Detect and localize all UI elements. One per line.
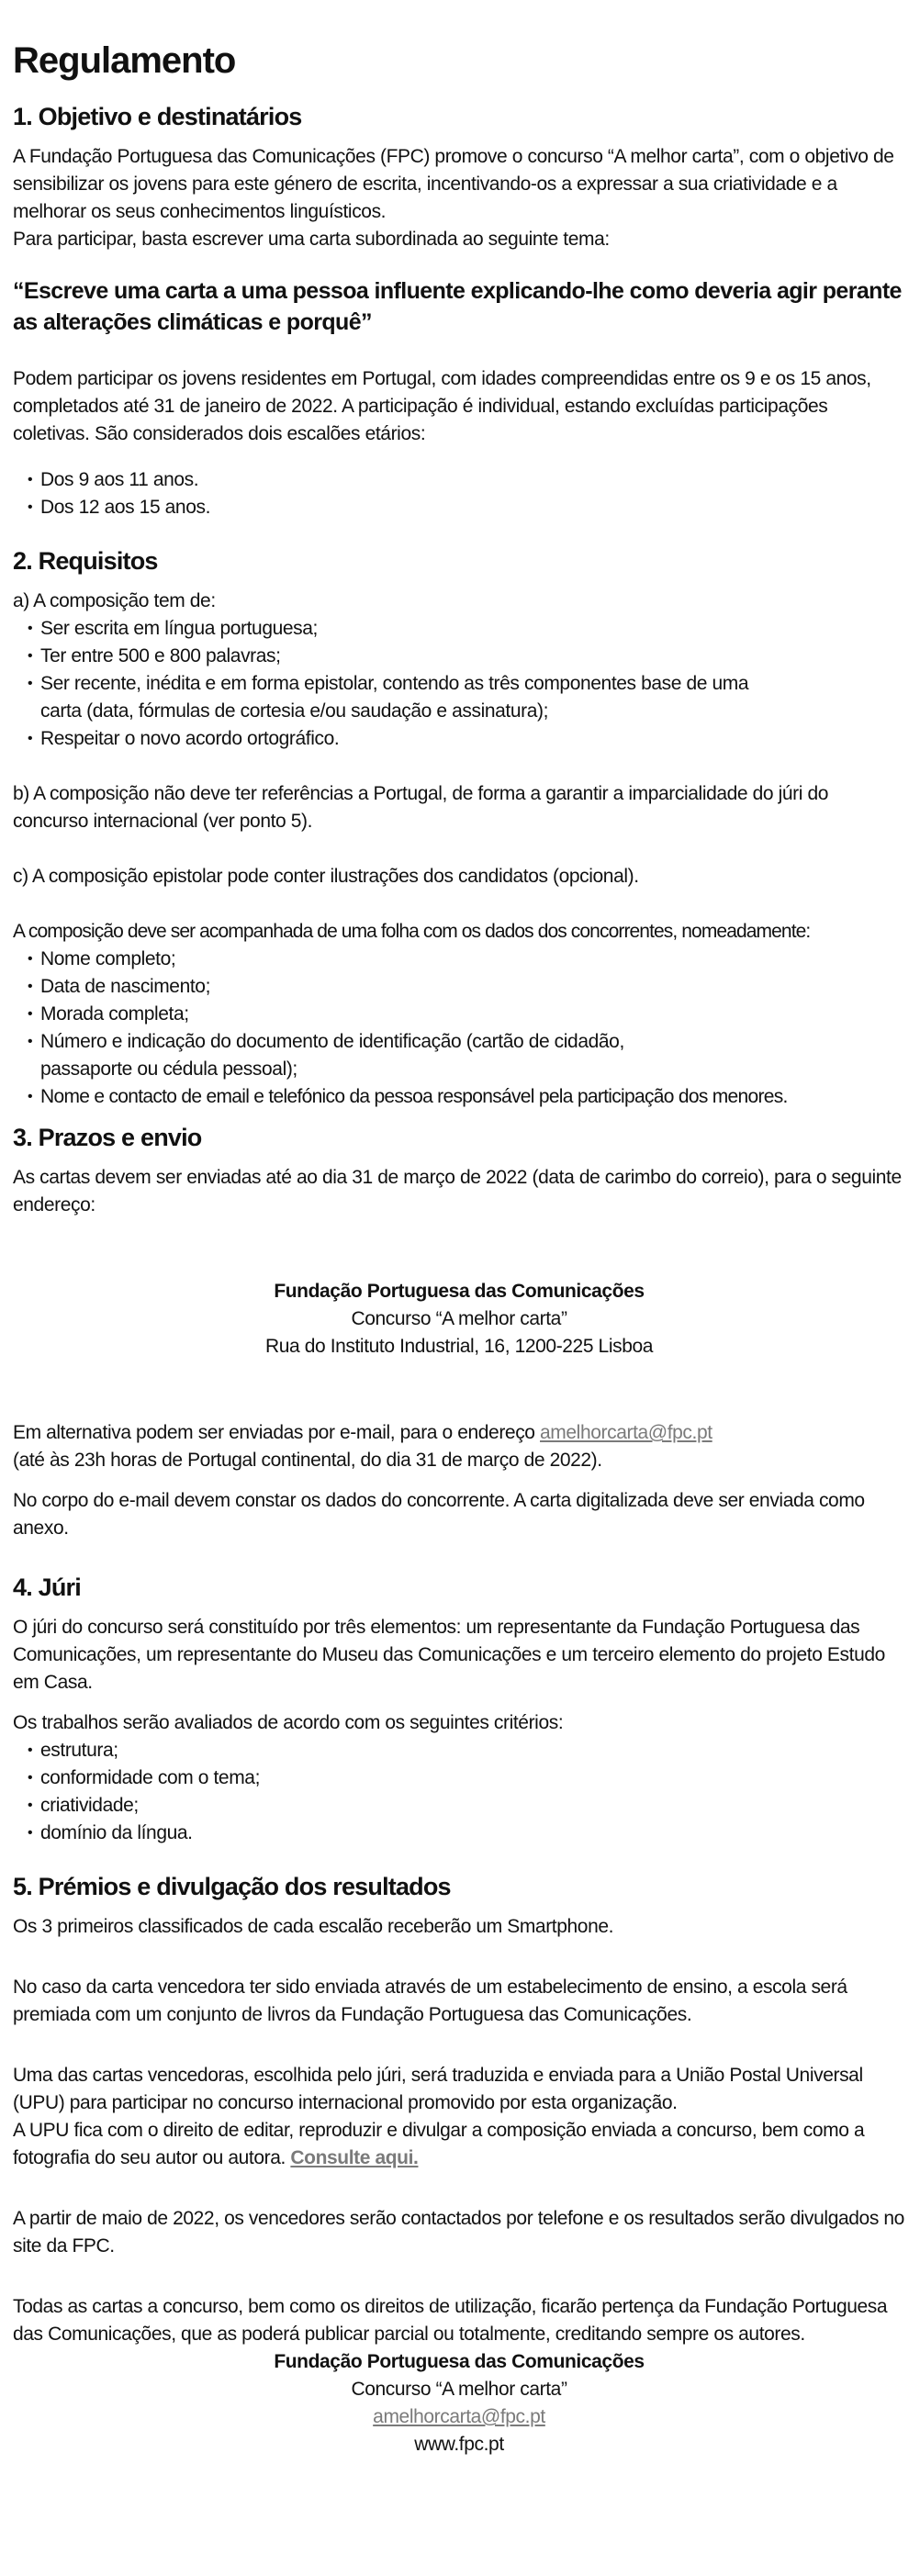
section-1-eligibility: Podem participar os jovens residentes em Portugal, com idades compreendidas entre os 9 e os 15 anos, completados até 31 de janeiro de 2022. A participação é individual, estando excluídas participações coletivas. São considerados dois escalões etários: — [13, 368, 871, 444]
rights-text: Todas as cartas a concurso, bem como os direitos de utilização, ficarão pertença da Fundação Portuguesa das Comunicações, que as poderá publicar parcial ou totalmente, creditando sempre os autores. — [13, 2296, 888, 2345]
footer-contact — [13, 2348, 905, 2458]
upu-text: Uma das cartas vencedoras, escolhida pelo júri, será traduzida e enviada para a União Postal Universal (UPU) para participar no concurso internacional promovido por esta organização. — [13, 2065, 863, 2113]
list-item: • Respeitar o novo acordo ortográfico. — [28, 725, 905, 753]
section-1-intro: A Fundação Portuguesa das Comunicações (FPC) promove o concurso “A melhor carta”, com o objetivo de sensibilizar os jovens para este género de escrita, incentivando-os a expressar a sua criatividade e a melhorar os seus conhecimentos linguísticos. — [13, 146, 894, 222]
address-contest: Concurso “A melhor carta” — [351, 1308, 567, 1329]
list-item: • Data de nascimento; — [28, 973, 905, 1001]
email-deadline: (até às 23h horas de Portugal continental, do dia 31 de março de 2022). — [13, 1450, 602, 1471]
list-item: • Ter entre 500 e 800 palavras; — [28, 643, 905, 670]
school-prize-text: No caso da carta vencedora ter sido enviada através de um estabelecimento de ensino, a escola será premiada com um conjunto de livros da Fundação Portuguesa das Comunicações. — [13, 1977, 847, 2025]
criteria-intro: Os trabalhos serão avaliados de acordo com os seguintes critérios: — [13, 1712, 564, 1733]
section-1-theme-intro: Para participar, basta escrever uma carta subordinada ao seguinte tema: — [13, 229, 610, 250]
upu-rights-text — [13, 2117, 905, 2172]
list-item: • Nome completo; — [28, 946, 905, 973]
email-submission — [13, 1419, 905, 1447]
list-item: • Ser recente, inédita e em forma epistolar, contendo as três componentes base de uma carta (data, fórmulas de cortesia e/ou saudação e assinatura); — [28, 670, 905, 725]
list-item: • criatividade; — [28, 1792, 905, 1820]
email-body-note: No corpo do e-mail devem constar os dados do concorrente. A carta digitalizada deve ser enviada como anexo. — [13, 1490, 865, 1539]
section-3-heading: 3. Prazos e envio — [13, 1124, 202, 1151]
postal-address — [13, 1278, 905, 1361]
list-item: • estrutura; — [28, 1737, 905, 1764]
list-item: • domínio da língua. — [28, 1820, 905, 1847]
contestant-form-list — [13, 946, 905, 1111]
footer-website[interactable]: www.fpc.pt — [414, 2434, 504, 2455]
section-3-deadline: As cartas devem ser enviadas até ao dia 31 de março de 2022 (data de carimbo do correio), para o seguinte endereço: — [13, 1167, 902, 1215]
regulation-document — [13, 0, 905, 2458]
list-item: • Dos 9 aos 11 anos. — [28, 466, 905, 494]
requirement-c: c) A composição epistolar pode conter ilustrações dos candidatos (opcional). — [13, 866, 639, 887]
age-group-list — [13, 466, 905, 521]
criteria-list — [13, 1737, 905, 1847]
section-1-heading: 1. Objetivo e destinatários — [13, 103, 302, 130]
results-text: A partir de maio de 2022, os vencedores serão contactados por telefone e os resultados serão divulgados no site da FPC. — [13, 2208, 904, 2257]
requirement-a-intro: a) A composição tem de: — [13, 590, 216, 611]
list-item: • Número e indicação do documento de identificação (cartão de cidadão, passaporte ou cédula pessoal); — [28, 1028, 905, 1083]
address-street: Rua do Instituto Industrial, 16, 1200-225 Lisboa — [264, 1336, 654, 1357]
list-item: • Morada completa; — [28, 1001, 905, 1028]
email-intro: Em alternativa podem ser enviadas por e-mail, para o endereço — [13, 1422, 535, 1443]
consult-link[interactable]: Consulte aqui. — [290, 2147, 419, 2168]
contest-theme-quote: “Escreve uma carta a uma pessoa influente explicando-lhe como deveria agir perante as alterações climáticas e porquê” — [13, 278, 902, 335]
requirement-b: b) A composição não deve ter referências a Portugal, de forma a garantir a imparcialidade do júri do concurso internacional (ver ponto 5). — [13, 783, 829, 832]
address-organization: Fundação Portuguesa das Comunicações — [274, 1281, 645, 1302]
section-4-heading: 4. Júri — [13, 1574, 81, 1601]
list-item: • Nome e contacto de email e telefónico da pessoa responsável pela participação dos menores. — [28, 1083, 905, 1111]
list-item: • Ser escrita em língua portuguesa; — [28, 615, 905, 643]
contestant-form-intro: A composição deve ser acompanhada de uma folha com os dados dos concorrentes, nomeadamente: — [13, 921, 811, 942]
footer-contest: Concurso “A melhor carta” — [351, 2379, 567, 2400]
page-title: Regulamento — [13, 40, 236, 81]
contest-email-link[interactable]: amelhorcarta@fpc.pt — [540, 1422, 712, 1443]
section-5-heading: 5. Prémios e divulgação dos resultados — [13, 1873, 451, 1900]
jury-composition: O júri do concurso será constituído por três elementos: um representante da Fundação Portuguesa das Comunicações, um representante do Museu das Comunicações e um terceiro elemento do projeto Estudo em Casa. — [13, 1617, 885, 1693]
list-item: • conformidade com o tema; — [28, 1764, 905, 1792]
footer-organization: Fundação Portuguesa das Comunicações — [274, 2351, 645, 2372]
list-item: • Dos 12 aos 15 anos. — [28, 494, 905, 521]
section-2-heading: 2. Requisitos — [13, 547, 158, 575]
requirement-a-list — [13, 615, 905, 753]
upu-rights-body: A UPU fica com o direito de editar, reproduzir e divulgar a composição enviada a concurso, bem como a fotografia do seu autor ou autora. — [13, 2120, 865, 2168]
footer-email-link[interactable]: amelhorcarta@fpc.pt — [373, 2406, 545, 2427]
prize-text: Os 3 primeiros classificados de cada escalão receberão um Smartphone. — [13, 1916, 614, 1937]
